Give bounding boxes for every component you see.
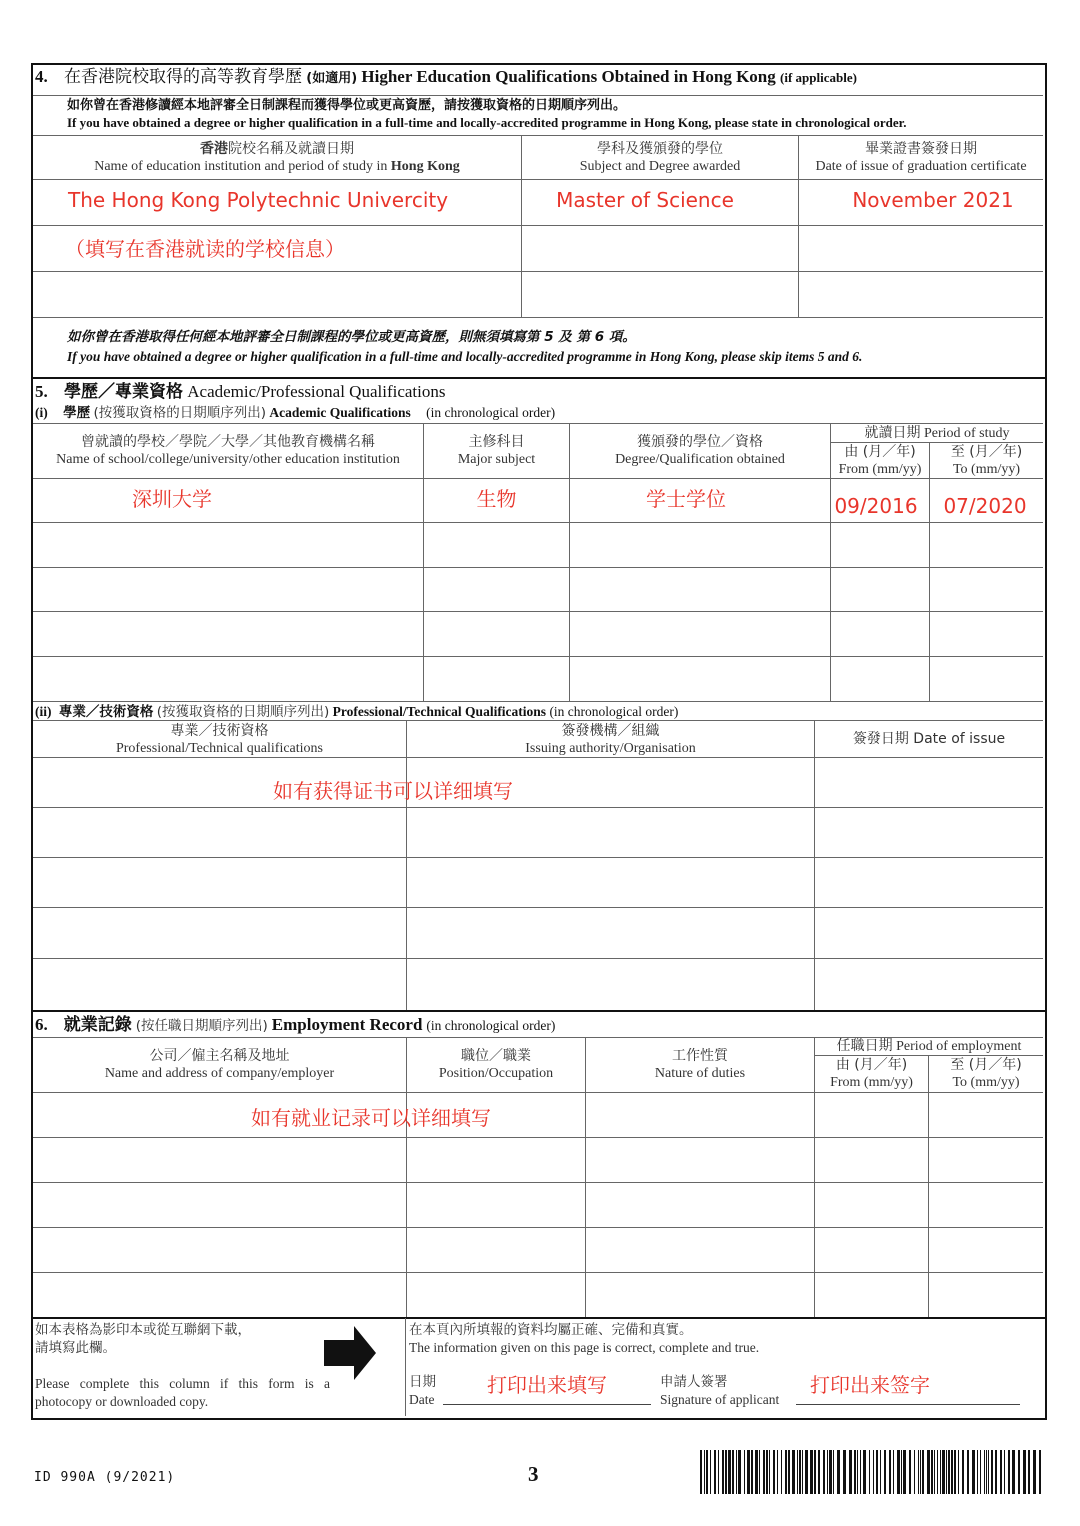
signature-red-note: 打印出来签字 [810, 1373, 930, 1397]
s5-pcol1-en: Professional/Technical qualifications [115, 741, 323, 756]
s5-sub-ii-zh-bold: 專業／技術資格 [58, 704, 154, 720]
s5-sub-i-num: (i) [35, 405, 48, 420]
decl-left-zh-2: 請填寫此欄。 [35, 1340, 116, 1356]
section6-title-zh: 就業記錄 [63, 1015, 132, 1035]
s6-to-en: To (mm/yy) [952, 1075, 1020, 1090]
s6-col1-zh: 公司／僱主名稱及地址 [149, 1048, 290, 1064]
section6-order-zh: (按任職日期順序列出) [135, 1018, 268, 1034]
section5-sub-i [35, 404, 555, 422]
s6-to-header [929, 1057, 1043, 1091]
s4-col1-en: Name of education institution and period of study in [94, 159, 388, 174]
s5-pcol2-en: Issuing authority/Organisation [525, 741, 696, 756]
section4-instruction-zh: 如你曾在香港修讀經本地評審全日制課程而獲得學位或更高資歷，請按獲取資格的日期順序列出。 [67, 98, 627, 113]
s5-to-en: To (mm/yy) [952, 462, 1021, 477]
s5-from-header [831, 444, 929, 478]
s4-col2-zh: 學科及獲頒發的學位 [597, 141, 723, 157]
decl-statement-en: The information given on this page is correct, complete and true. [409, 1340, 760, 1355]
s6-col1-en: Name and address of company/employer [104, 1066, 335, 1081]
s5-pcol2-zh: 簽發機構／組織 [561, 723, 660, 739]
declaration-left-note [35, 1321, 335, 1411]
s4-red-note: （填写在香港就读的学校信息） [65, 237, 345, 261]
barcode-icon [700, 1450, 1046, 1494]
s5-from-zh: 由 (月／年) [844, 444, 916, 460]
s6-col-duties-header [586, 1048, 814, 1082]
section4-title-zh: 在香港院校取得的高等教育學歷 [64, 67, 302, 87]
section4-applicable-zh: (如適用) [306, 71, 358, 86]
s6-col-company-header [33, 1048, 406, 1082]
s4-col1-en-bold: Hong Kong [390, 159, 460, 174]
s4-row3-institution-cell[interactable] [34, 273, 520, 316]
s6-col2-en: Position/Occupation [438, 1066, 554, 1081]
sig-label-zh: 申請人簽署 [660, 1374, 728, 1390]
s4-col-institution-header [33, 141, 521, 175]
s5-pcol-qualification-header [33, 723, 406, 757]
s5-col3-zh: 獲頒發的學位／資格 [637, 434, 763, 450]
s4-row1-institution[interactable]: The Hong Kong Polytechnic Univercity [68, 188, 449, 212]
s6-col2-zh: 職位／職業 [461, 1048, 531, 1064]
page-number: 3 [528, 1462, 539, 1486]
s5-sub-ii-zh: (按獲取資格的日期順序列出) [156, 704, 330, 720]
s6-to-zh: 至 (月／年) [950, 1057, 1022, 1073]
s5-col3-en: Degree/Qualification obtained [615, 452, 785, 467]
s5-sub-i-en-bold: Academic Qualifications [269, 405, 411, 420]
s5-period-zh: 就讀日期 [864, 425, 921, 441]
right-arrow-icon [324, 1326, 376, 1380]
s6-from-zh: 由 (月／年) [835, 1057, 908, 1073]
s5-row1-to[interactable]: 07/2020 [943, 494, 1027, 518]
s6-emp-red-note: 如有就业记录可以详细填写 [251, 1106, 491, 1130]
section6-header [35, 1014, 555, 1037]
date-label [409, 1373, 436, 1409]
s5-col-major-header [424, 434, 569, 468]
section5-header [35, 381, 445, 403]
s5-prof-red-note: 如有获得证书可以详细填写 [273, 779, 513, 803]
s4-row3-degree-cell[interactable] [523, 273, 797, 316]
s4-col2-en: Subject and Degree awarded [579, 159, 741, 174]
s4-row2-date-cell[interactable] [800, 227, 1042, 270]
section4-header [35, 66, 1035, 90]
s6-period-header [815, 1038, 1043, 1055]
s5-col1-zh: 曾就讀的學校／學院／大學／其他教育機構名稱 [81, 434, 375, 450]
s6-col3-zh: 工作性質 [672, 1048, 728, 1064]
section6-order-en: (in chronological order) [426, 1018, 556, 1033]
s4-skip-note [67, 328, 1037, 366]
s4-row1-date[interactable]: November 2021 [852, 188, 1014, 212]
s4-skip-en: If you have obtained a degree or higher qualification in a full-time and locally-accredited programme in Hong Kong, please skip items 5 and 6. [67, 349, 863, 364]
date-red-note: 打印出来填写 [487, 1373, 607, 1397]
s5-col2-en: Major subject [457, 452, 536, 467]
s4-col3-zh: 畢業證書簽發日期 [865, 141, 977, 157]
s4-col1-zh: 院校名稱及就讀日期 [228, 141, 354, 157]
s5-period-header [831, 425, 1043, 442]
s5-row1-school[interactable]: 深圳大学 [132, 487, 212, 511]
s5-sub-i-zh-bold: 學歷 [63, 405, 91, 421]
s5-sub-i-zh: (按獲取資格的日期順序列出) [93, 405, 267, 421]
section6-title-en: Employment Record [271, 1015, 423, 1034]
s5-sub-i-en: (in chronological order) [426, 405, 556, 420]
s5-to-zh: 至 (月／年) [950, 444, 1023, 460]
s6-period-zh: 任職日期 [836, 1038, 893, 1054]
s5-sub-ii-num: (ii) [35, 704, 52, 719]
section5-sub-ii [35, 703, 678, 721]
s4-row1-degree[interactable]: Master of Science [556, 188, 734, 212]
decl-left-en: Please complete this column if this form is a photocopy or downloaded copy. [35, 1376, 330, 1409]
s4-col3-en: Date of issue of graduation certificate [815, 159, 1027, 174]
s5-pcol1-zh: 專業／技術資格 [170, 723, 269, 739]
s5-period-en: Period of study [923, 426, 1010, 441]
s6-col3-en: Nature of duties [654, 1066, 746, 1081]
s5-row1-from[interactable]: 09/2016 [834, 494, 918, 518]
signature-label [660, 1373, 779, 1409]
s5-pcol-date-header: 簽發日期 Date of issue [852, 731, 1006, 747]
s5-to-header [930, 444, 1043, 478]
s4-skip-zh: 如你曾在香港取得任何經本地評審全日制課程的學位或更高資歷，則無須填寫第 5 及 第 6 項。 [67, 329, 636, 345]
s4-col-date-header [799, 141, 1043, 175]
section5-title-en: Academic/Professional Qualifications [187, 382, 446, 401]
s5-col-degree-header [570, 434, 830, 468]
s5-col-school-header [33, 434, 423, 468]
date-label-zh: 日期 [409, 1374, 436, 1390]
date-label-en: Date [409, 1392, 435, 1407]
s4-row2-degree-cell[interactable] [523, 227, 797, 270]
decl-left-zh-1: 如本表格為影印本或從互聯網下載， [35, 1322, 251, 1338]
section4-instruction [67, 97, 1037, 131]
s5-from-en: From (mm/yy) [838, 462, 922, 477]
s5-sub-ii-en-bold: Professional/Technical Qualifications [332, 704, 547, 719]
s6-from-header [815, 1057, 928, 1091]
s5-col1-en: Name of school/college/university/other education institution [56, 452, 400, 467]
s4-row3-date-cell[interactable] [800, 273, 1042, 316]
s5-pcol-authority-header [407, 723, 814, 757]
section4-number: 4. [35, 67, 48, 86]
decl-statement-zh: 在本頁內所填報的資料均屬正確、完備和真實。 [409, 1322, 693, 1338]
section4-title-en: Higher Education Qualifications Obtained in Hong Kong [361, 67, 776, 86]
sig-label-en: Signature of applicant [660, 1392, 780, 1407]
declaration-statement [409, 1321, 759, 1357]
s4-col1-zh-bold: 香港 [200, 141, 228, 157]
s5-sub-ii-en: (in chronological order) [549, 704, 679, 719]
s6-period-en: Period of employment [896, 1039, 1022, 1054]
section4-applicable-en: (if applicable) [780, 70, 857, 85]
s5-row1-major[interactable]: 生物 [476, 487, 517, 511]
section6-number: 6. [35, 1015, 48, 1034]
s5-col2-zh: 主修科目 [468, 434, 525, 450]
s6-from-en: From (mm/yy) [830, 1075, 913, 1090]
s5-row1-degree[interactable]: 学士学位 [646, 487, 726, 511]
section4-instruction-en: If you have obtained a degree or higher qualification in a full-time and locally-accredited programme in Hong Kong, please state in chronological order. [67, 115, 907, 130]
section5-title-zh: 學歷／專業資格 [64, 382, 183, 402]
s4-col-degree-header [522, 141, 798, 175]
section5-number: 5. [35, 382, 48, 401]
s6-col-position-header [407, 1048, 585, 1082]
form-id: ID 990A (9/2021) [34, 1470, 176, 1485]
